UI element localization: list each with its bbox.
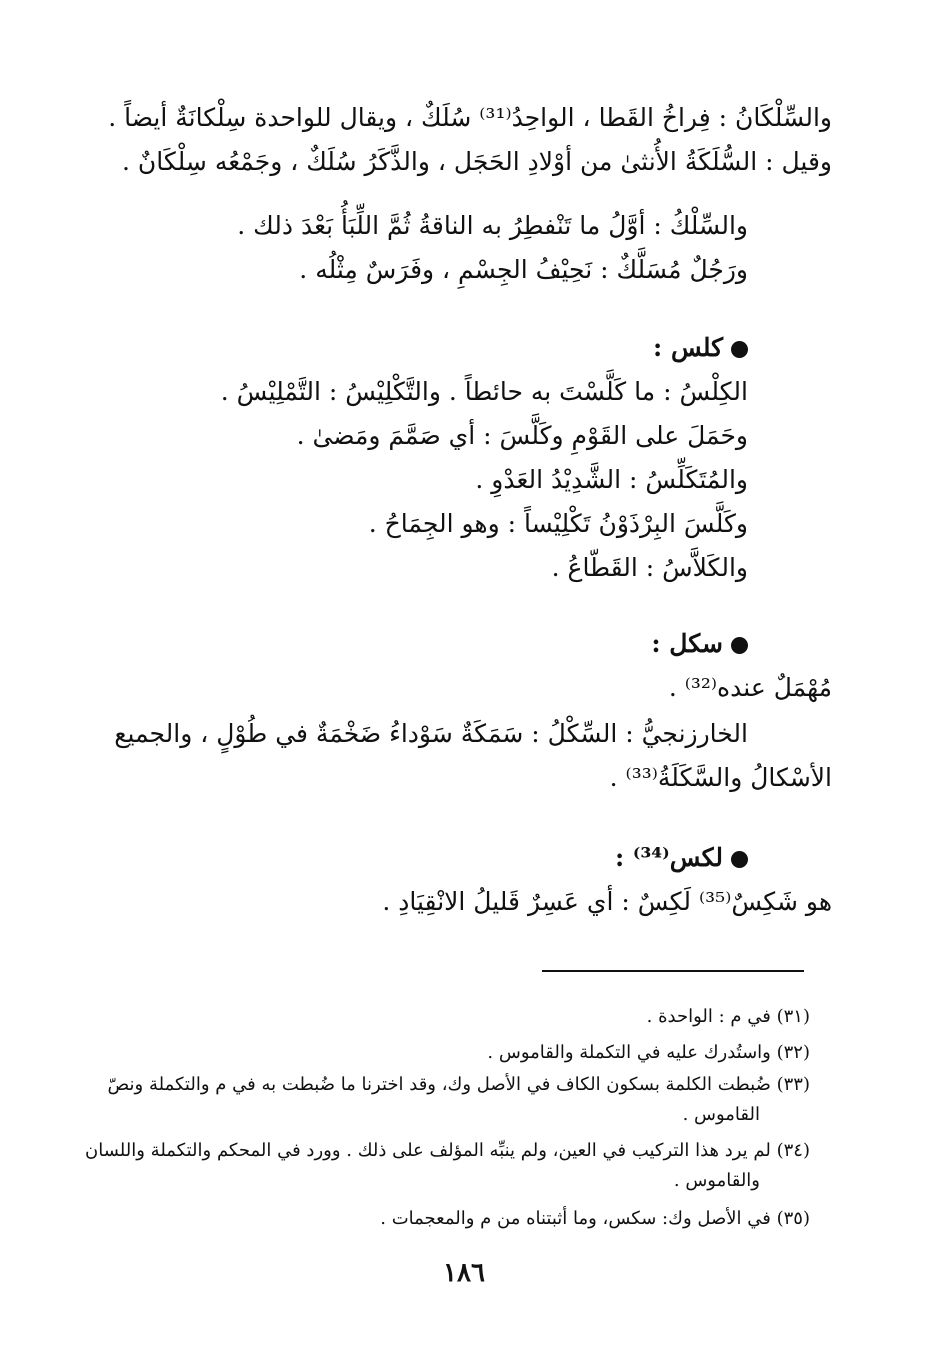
bullet-icon <box>731 637 748 654</box>
footnote-separator <box>542 970 804 972</box>
entry-line: والكَلاَّسُ : القَطّاعُ . <box>551 553 748 582</box>
bullet-icon <box>731 341 748 358</box>
entry-heading-kls <box>18 326 748 370</box>
entry-heading-lks <box>18 836 748 880</box>
entry-heading-label: سكل : <box>651 629 723 658</box>
entry-line: وحَمَلَ على القَوْمِ وكَلَّسَ : أي صَمَّمَ ومَضىٰ . <box>296 421 748 450</box>
entry-heading-label: لكس⁽³⁴⁾ : <box>614 843 723 872</box>
entry-heading-label: كلس : <box>653 333 723 362</box>
paragraph-line: وقيل : السُّلَكَةُ الأُنثىٰ من أوْلادِ الحَجَل ، والذَّكَرُ سُلَكٌ ، وجَمْعُه سِلْكَانٌ . <box>121 147 832 176</box>
footnote: (٣٤) لم يرد هذا التركيب في العين، ولم ينبِّه المؤلف على ذلك . وورد في المحكم والتكملة واللسان <box>85 1140 810 1161</box>
paragraph-line: والسِّلْكَانُ : فِراخُ القَطا ، الواحِدُ⁽³¹⁾ سُلَكٌ ، ويقال للواحدة سِلْكانَةٌ أيضاً . <box>108 103 832 132</box>
entry-line: الخارزنجيُّ : السِّكْلُ : سَمَكَةٌ سَوْداءُ ضَخْمَةٌ في طُوْلٍ ، والجميع <box>114 719 748 748</box>
entry-heading-skl <box>18 622 748 666</box>
footnote: (٣٥) في الأصل وك: سكس، وما أثبتناه من م والمعجمات . <box>380 1208 810 1229</box>
bullet-icon <box>731 851 748 868</box>
entry-line: الأسْكالُ والسَّكَلَةُ⁽³³⁾ . <box>609 763 832 792</box>
entry-line: وكَلَّسَ البِرْذَوْنُ تَكْلِيْساً : وهو الجِمَاحُ . <box>368 509 748 538</box>
page-number: ١٨٦ <box>443 1258 485 1288</box>
footnote: (٣١) في م : الواحدة . <box>646 1006 810 1027</box>
paragraph-line: ورَجُلٌ مُسَلَّكٌ : نَحِيْفُ الجِسْمِ ، وفَرَسٌ مِثْلُه . <box>299 255 748 284</box>
footnote: (٣٢) واستُدرك عليه في التكملة والقاموس . <box>487 1042 810 1063</box>
entry-line: الكِلْسُ : ما كَلَّسْتَ به حائطاً . والتَّكْلِيْسُ : التَّمْلِيْسُ . <box>220 377 748 406</box>
paragraph-line: والسِّلْكُ : أوَّلُ ما تَنْفطِرُ به الناقةُ ثُمَّ اللِّبَأُ بَعْدَ ذلك . <box>237 211 748 240</box>
entry-line: هو شَكِسٌ⁽³⁵⁾ لَكِسٌ : أي عَسِرٌ قَليلُ الانْقِيَادِ . <box>382 887 832 916</box>
footnote-continuation: القاموس . <box>682 1104 760 1125</box>
entry-line: مُهْمَلٌ عنده⁽³²⁾ . <box>668 673 832 702</box>
footnote-continuation: والقاموس . <box>673 1170 760 1191</box>
entry-line: والمُتَكَلِّسُ : الشَّدِيْدُ العَدْوِ . <box>475 465 748 494</box>
footnote: (٣٣) ضُبطت الكلمة بسكون الكاف في الأصل وك، وقد اخترنا ما ضُبطت به في م والتكملة ونصّ <box>107 1074 810 1095</box>
